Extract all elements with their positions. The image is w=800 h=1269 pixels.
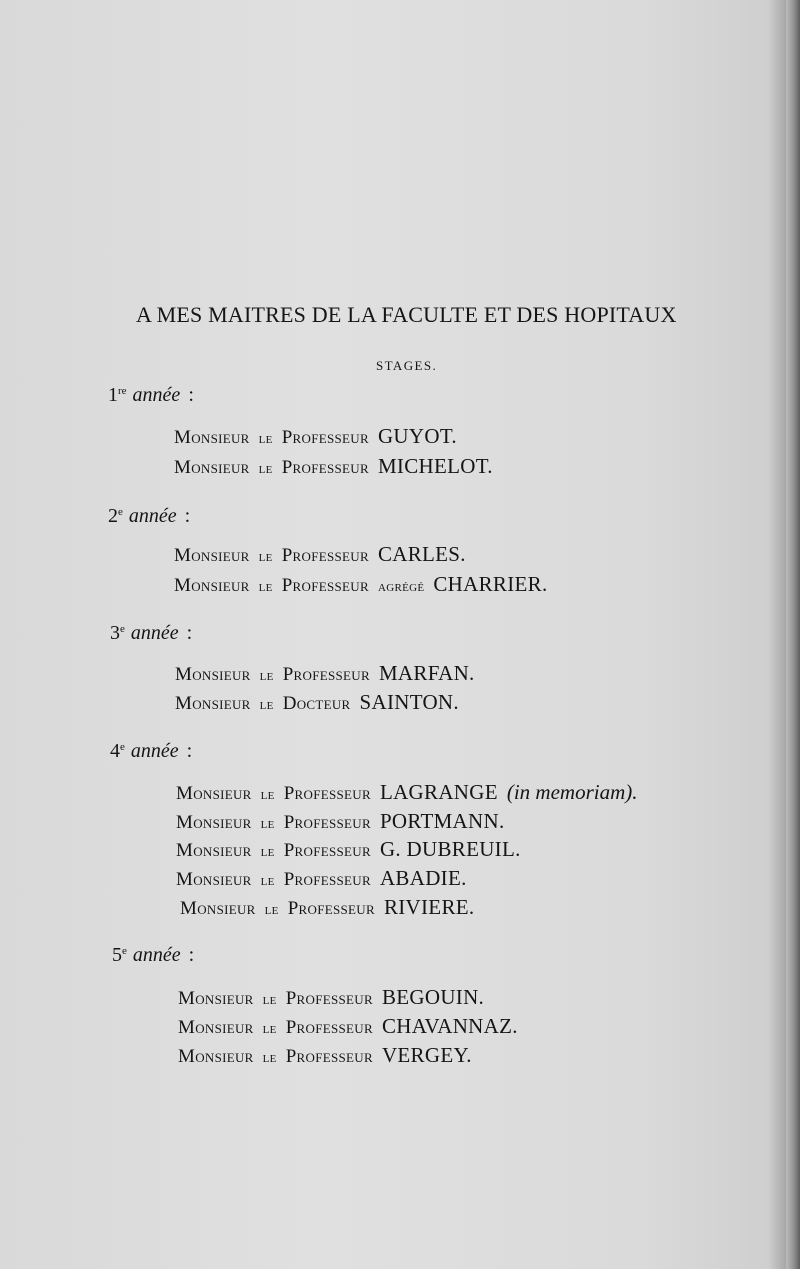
list-item: Monsieur le Professeur CARLES. xyxy=(174,542,466,566)
page-edge-shadow xyxy=(786,0,800,1269)
list-item: Monsieur le Professeur RIVIERE. xyxy=(180,895,475,919)
list-item: Monsieur le Professeur VERGEY. xyxy=(178,1043,472,1067)
list-item: Monsieur le Professeur agrégé CHARRIER. xyxy=(174,572,548,596)
year-heading: 5e année : xyxy=(112,944,195,966)
list-item: Monsieur le Professeur LAGRANGE (in memoriam). xyxy=(176,780,638,804)
year-heading: 1re année : xyxy=(108,384,194,406)
year-heading: 4e année : xyxy=(110,740,193,762)
stages-heading: STAGES. xyxy=(376,358,438,373)
list-item: Monsieur le Professeur PORTMANN. xyxy=(176,809,505,833)
list-item: Monsieur le Professeur MARFAN. xyxy=(175,661,475,685)
dedication-title: A MES MAITRES DE LA FACULTE ET DES HOPITAUX xyxy=(136,302,677,327)
list-item: Monsieur le Professeur BEGOUIN. xyxy=(178,985,485,1009)
year-heading: 3e année : xyxy=(110,622,193,644)
list-item: Monsieur le Professeur G. DUBREUIL. xyxy=(176,837,521,861)
year-heading: 2e année : xyxy=(108,505,191,527)
list-item: Monsieur le Professeur GUYOT. xyxy=(174,424,457,448)
list-item: Monsieur le Docteur SAINTON. xyxy=(175,690,459,714)
list-item: Monsieur le Professeur ABADIE. xyxy=(176,866,467,890)
list-item: Monsieur le Professeur CHAVANNAZ. xyxy=(178,1014,518,1038)
list-item: Monsieur le Professeur MICHELOT. xyxy=(174,454,493,478)
